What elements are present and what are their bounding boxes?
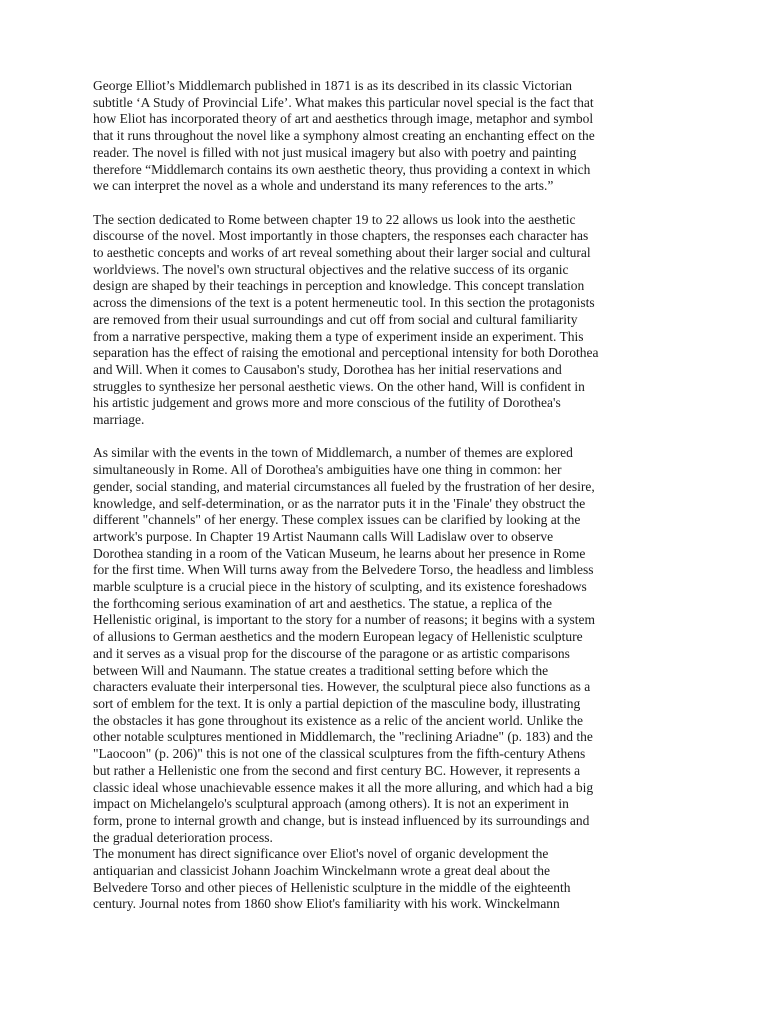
text-line: Hellenistic original, is important to the story for a number of reasons; it begins with a system	[93, 612, 596, 628]
text-line: to aesthetic concepts and works of art reveal something about their larger social and cultural	[93, 245, 591, 261]
text-line: from a narrative perspective, making them a type of experiment inside an experiment. This	[93, 328, 584, 344]
text-line: different "channels" of her energy. These complex issues can be clarified by looking at the	[93, 512, 581, 528]
paragraph	[93, 212, 671, 429]
text-line: sort of emblem for the text. It is only a partial depiction of the masculine body, illustrating	[93, 695, 581, 711]
text-line: are removed from their usual surroundings and cut off from social and cultural familiarity	[93, 311, 578, 327]
text-line: Dorothea standing in a room of the Vatican Museum, he learns about her presence in Rome	[93, 545, 586, 561]
text-line: design are shaped by their teachings in perception and knowledge. This concept translation	[93, 278, 585, 294]
text-line: the gradual deterioration process.	[93, 829, 273, 845]
text-line: antiquarian and classicist Johann Joachim Winckelmann wrote a great deal about the	[93, 863, 550, 879]
text-line: George Elliot’s Middlemarch published in 1871 is as its described in its classic Victorian	[93, 78, 572, 93]
text-line: Belvedere Torso and other pieces of Hellenistic sculpture in the middle of the eighteenth	[93, 879, 571, 895]
text-line: and Will. When it comes to Causabon's study, Dorothea has her initial reservations and	[93, 361, 562, 377]
text-line: characters evaluate their interpersonal ties. However, the sculptural piece also functions as a	[93, 679, 591, 695]
text-line: between Will and Naumann. The statue creates a traditional setting before which the	[93, 662, 549, 678]
text-line: simultaneously in Rome. All of Dorothea's ambiguities have one thing in common: her	[93, 462, 562, 478]
text-line: century. Journal notes from 1860 show Eliot's familiarity with his work. Winckelmann	[93, 896, 560, 912]
text-line: artwork's purpose. In Chapter 19 Artist Naumann calls Will Ladislaw over to observe	[93, 528, 554, 544]
text-line: the obstacles it has gone throughout its existence as a relic of the ancient world. Unlike the	[93, 712, 583, 728]
text-line: The monument has direct significance over Eliot's novel of organic development the	[93, 846, 549, 862]
text-line: struggles to synthesize her personal aesthetic views. On the other hand, Will is confident in	[93, 378, 585, 394]
text-line: impact on Michelangelo's sculptural approach (among others). It is not an experiment in	[93, 796, 569, 812]
paragraph	[93, 445, 671, 846]
text-line: worldviews. The novel's own structural objectives and the relative success of its organic	[93, 261, 569, 277]
text-line: gender, social standing, and material circumstances all fueled by the frustration of her desire,	[93, 478, 595, 494]
text-line: marble sculpture is a crucial piece in the history of sculpting, and its existence foreshadows	[93, 579, 587, 595]
text-line: of allusions to German aesthetics and the modern European legacy of Hellenistic sculpture	[93, 629, 583, 645]
text-line: other notable sculptures mentioned in Middlemarch, the "reclining Ariadne" (p. 183) and the	[93, 729, 593, 745]
text-line: form, prone to internal growth and change, but is instead influenced by its surroundings and	[93, 812, 590, 828]
text-line: The section dedicated to Rome between chapter 19 to 22 allows us look into the aesthetic	[93, 211, 576, 227]
text-line: but rather a Hellenistic one from the second and first century BC. However, it represents a	[93, 762, 581, 778]
text-line: the forthcoming serious examination of art and aesthetics. The statue, a replica of the	[93, 595, 552, 611]
text-line: and it serves as a visual prop for the discourse of the paragone or as artistic comparisons	[93, 645, 570, 661]
text-line: discourse of the novel. Most importantly in those chapters, the responses each character has	[93, 228, 589, 244]
text-line: therefore “Middlemarch contains its own aesthetic theory, thus providing a context in which	[93, 161, 591, 177]
text-line: how Eliot has incorporated theory of art and aesthetics through image, metaphor and symbol	[93, 111, 594, 127]
paragraph	[93, 78, 671, 195]
text-line: for the first time. When Will turns away from the Belvedere Torso, the headless and limbless	[93, 562, 594, 578]
text-line: "Laocoon" (p. 206)" this is not one of the classical sculptures from the fifth-century Athens	[93, 746, 586, 762]
text-line: reader. The novel is filled with not just musical imagery but also with poetry and painting	[93, 144, 577, 160]
text-line: separation has the effect of raising the emotional and perceptional intensity for both Dorothea	[93, 345, 599, 361]
text-line: As similar with the events in the town of Middlemarch, a number of themes are explored	[93, 445, 573, 461]
paragraph	[93, 846, 671, 913]
text-line: marriage.	[93, 412, 145, 428]
document-body	[93, 78, 671, 913]
text-line: subtitle ‘A Study of Provincial Life’. What makes this particular novel special is the fact that	[93, 94, 594, 110]
text-line: his artistic judgement and grows more and more conscious of the futility of Dorothea's	[93, 395, 561, 411]
text-line: knowledge, and self-determination, or as the narrator puts it in the 'Finale' they obstruct the	[93, 495, 586, 511]
text-line: that it runs throughout the novel like a symphony almost creating an enchanting effect on the	[93, 128, 595, 144]
text-line: classic ideal whose unachievable essence makes it all the more alluring, and which had a big	[93, 779, 594, 795]
text-line: we can interpret the novel as a whole and understand its many references to the arts.”	[93, 178, 554, 194]
text-line: across the dimensions of the text is a potent hermeneutic tool. In this section the protagonists	[93, 295, 595, 311]
